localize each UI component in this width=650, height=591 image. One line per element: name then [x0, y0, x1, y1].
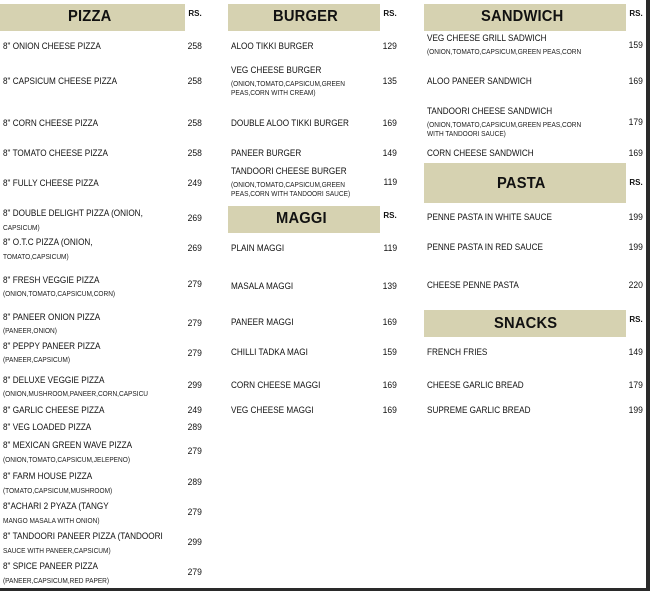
- item-price: 149: [628, 347, 643, 358]
- item-price: 269: [187, 243, 202, 254]
- item-name: 8" O.T.C PIZZA (ONION,: [3, 237, 93, 248]
- item-name: MASALA MAGGI: [231, 281, 294, 292]
- item-name: PLAIN MAGGI: [231, 243, 285, 254]
- item-price: 249: [187, 405, 202, 416]
- item-name: PENNE PASTA IN RED SAUCE: [427, 242, 543, 253]
- item-price: 299: [187, 380, 202, 391]
- item-price: 135: [382, 76, 397, 87]
- maggi-header: [228, 206, 400, 233]
- item-price: 279: [187, 348, 202, 359]
- item-name: 8" TOMATO CHEESE PIZZA: [3, 148, 108, 159]
- burger-title: BURGER: [273, 8, 338, 25]
- item-name: CORN CHEESE MAGGI: [231, 380, 321, 391]
- item-name: 8" FULLY CHEESE PIZZA: [3, 178, 99, 189]
- item-name: PANEER MAGGI: [231, 317, 294, 328]
- item-name: 8" PANEER ONION PIZZA: [3, 312, 101, 323]
- item-name: VEG CHEESE BURGER: [231, 65, 322, 76]
- item-description: PEAS,CORN WITH CREAM): [231, 88, 316, 97]
- item-description: CAPSICUM): [3, 223, 40, 232]
- item-price: 129: [382, 41, 397, 52]
- maggi-title: MAGGI: [276, 210, 327, 227]
- item-name: PENNE PASTA IN WHITE SAUCE: [427, 212, 552, 223]
- item-name: 8" PEPPY PANEER PIZZA: [3, 341, 101, 352]
- item-name: 8" CORN CHEESE PIZZA: [3, 118, 99, 129]
- item-name: PANEER BURGER: [231, 148, 302, 159]
- item-price: 279: [187, 318, 202, 329]
- item-price: 289: [187, 477, 202, 488]
- item-name: SUPREME GARLIC BREAD: [427, 405, 531, 416]
- item-price: 159: [628, 40, 643, 51]
- item-price: 159: [382, 347, 397, 358]
- item-description: (TOMATO,CAPSICUM,MUSHROOM): [3, 486, 113, 495]
- burger-header: [228, 4, 400, 31]
- item-name: VEG CHEESE MAGGI: [231, 405, 314, 416]
- item-price: 169: [382, 118, 397, 129]
- item-name: 8" DELUXE VEGGIE PIZZA: [3, 375, 105, 386]
- item-price: 249: [187, 178, 202, 189]
- pasta-header: [424, 163, 646, 203]
- item-price: 169: [382, 380, 397, 391]
- pizza-title: PIZZA: [68, 8, 112, 25]
- item-price: 179: [628, 117, 643, 128]
- sandwich-title: SANDWICH: [481, 8, 564, 25]
- item-name: 8" VEG LOADED PIZZA: [3, 422, 92, 433]
- item-price: 119: [383, 177, 397, 188]
- item-name: 8" FRESH VEGGIE PIZZA: [3, 275, 100, 286]
- item-price: 279: [187, 279, 202, 290]
- item-price: 149: [382, 148, 397, 159]
- pizza-rs-label: RS.: [185, 4, 205, 31]
- item-description: (ONION,TOMATO,CAPSICUM,GREEN: [231, 180, 345, 189]
- item-description: (ONION,TOMATO,CAPSICUM,GREEN PEAS,CORN: [427, 47, 582, 56]
- item-name: 8" CAPSICUM CHEESE PIZZA: [3, 76, 118, 87]
- snacks-title: SNACKS: [494, 315, 558, 332]
- item-name: CHEESE GARLIC BREAD: [427, 380, 524, 391]
- burger-rs-label: RS.: [380, 4, 400, 31]
- item-price: 220: [628, 280, 643, 291]
- snacks-header: [424, 310, 646, 337]
- item-description: PEAS,CORN WITH TANDOORI SAUCE): [231, 189, 351, 198]
- item-name: TANDOORI CHEESE BURGER: [231, 166, 347, 177]
- pasta-title: PASTA: [497, 175, 546, 192]
- pizza-header: [0, 4, 205, 31]
- snacks-rs-label: RS.: [626, 310, 646, 337]
- item-price: 139: [382, 281, 397, 292]
- item-name: 8" DOUBLE DELIGHT PIZZA (ONION,: [3, 208, 143, 219]
- item-price: 289: [187, 422, 202, 433]
- item-description: (ONION,TOMATO,CAPSICUM,CORN): [3, 289, 116, 298]
- item-name: FRENCH FRIES: [427, 347, 488, 358]
- item-name: 8" MEXICAN GREEN WAVE PIZZA: [3, 440, 133, 451]
- item-price: 258: [187, 76, 202, 87]
- item-price: 169: [382, 405, 397, 416]
- item-price: 279: [187, 446, 202, 457]
- item-name: 8" SPICE PANEER PIZZA: [3, 561, 98, 572]
- item-name: TANDOORI CHEESE SANDWICH: [427, 106, 553, 117]
- item-name: 8" FARM HOUSE PIZZA: [3, 471, 93, 482]
- item-name: ALOO TIKKI BURGER: [231, 41, 314, 52]
- item-description: (PANEER,CAPSICUM,RED PAPER): [3, 576, 110, 585]
- item-description: (ONION,TOMATO,CAPSICUM,GREEN PEAS,CORN: [427, 120, 582, 129]
- item-description: (PANEER,CAPSICUM): [3, 355, 71, 364]
- item-price: 258: [187, 41, 202, 52]
- item-price: 179: [628, 380, 643, 391]
- item-name: 8" TANDOORI PANEER PIZZA (TANDOORI: [3, 531, 163, 542]
- item-price: 169: [628, 148, 643, 159]
- item-price: 279: [187, 507, 202, 518]
- item-price: 169: [628, 76, 643, 87]
- item-price: 199: [628, 405, 643, 416]
- item-description: (ONION,MUSHROOM,PANEER,CORN,CAPSICU: [3, 389, 149, 398]
- item-name: 8"ACHARI 2 PYAZA (TANGY: [3, 501, 109, 512]
- item-price: 269: [187, 213, 202, 224]
- item-description: MANGO MASALA WITH ONION): [3, 516, 100, 525]
- item-name: 8" GARLIC CHEESE PIZZA: [3, 405, 105, 416]
- item-price: 279: [187, 567, 202, 578]
- sandwich-header: [424, 4, 646, 31]
- item-description: (ONION,TOMATO,CAPSICUM,JELEPENO): [3, 455, 131, 464]
- item-name: 8" ONION CHEESE PIZZA: [3, 41, 101, 52]
- item-description: WITH TANDOORI SAUCE): [427, 129, 506, 138]
- item-description: SAUCE WITH PANEER,CAPSICUM): [3, 546, 111, 555]
- item-price: 258: [187, 148, 202, 159]
- item-price: 199: [628, 212, 643, 223]
- item-price: 299: [187, 537, 202, 548]
- item-price: 169: [382, 317, 397, 328]
- item-price: 119: [383, 243, 397, 254]
- right-border: [646, 0, 650, 591]
- pasta-rs-label: RS.: [626, 163, 646, 203]
- item-price: 199: [628, 242, 643, 253]
- item-description: (ONION,TOMATO,CAPSICUM,GREEN: [231, 79, 345, 88]
- maggi-rs-label: RS.: [380, 206, 400, 233]
- item-name: ALOO PANEER SANDWICH: [427, 76, 532, 87]
- item-name: CORN CHEESE SANDWICH: [427, 148, 534, 159]
- item-price: 258: [187, 118, 202, 129]
- item-description: TOMATO,CAPSICUM): [3, 252, 69, 261]
- sandwich-rs-label: RS.: [626, 4, 646, 31]
- item-name: VEG CHEESE GRILL SADWICH: [427, 33, 547, 44]
- item-name: CHILLI TADKA MAGI: [231, 347, 308, 358]
- item-name: DOUBLE ALOO TIKKI BURGER: [231, 118, 349, 129]
- item-description: (PANEER,ONION): [3, 326, 57, 335]
- item-name: CHEESE PENNE PASTA: [427, 280, 519, 291]
